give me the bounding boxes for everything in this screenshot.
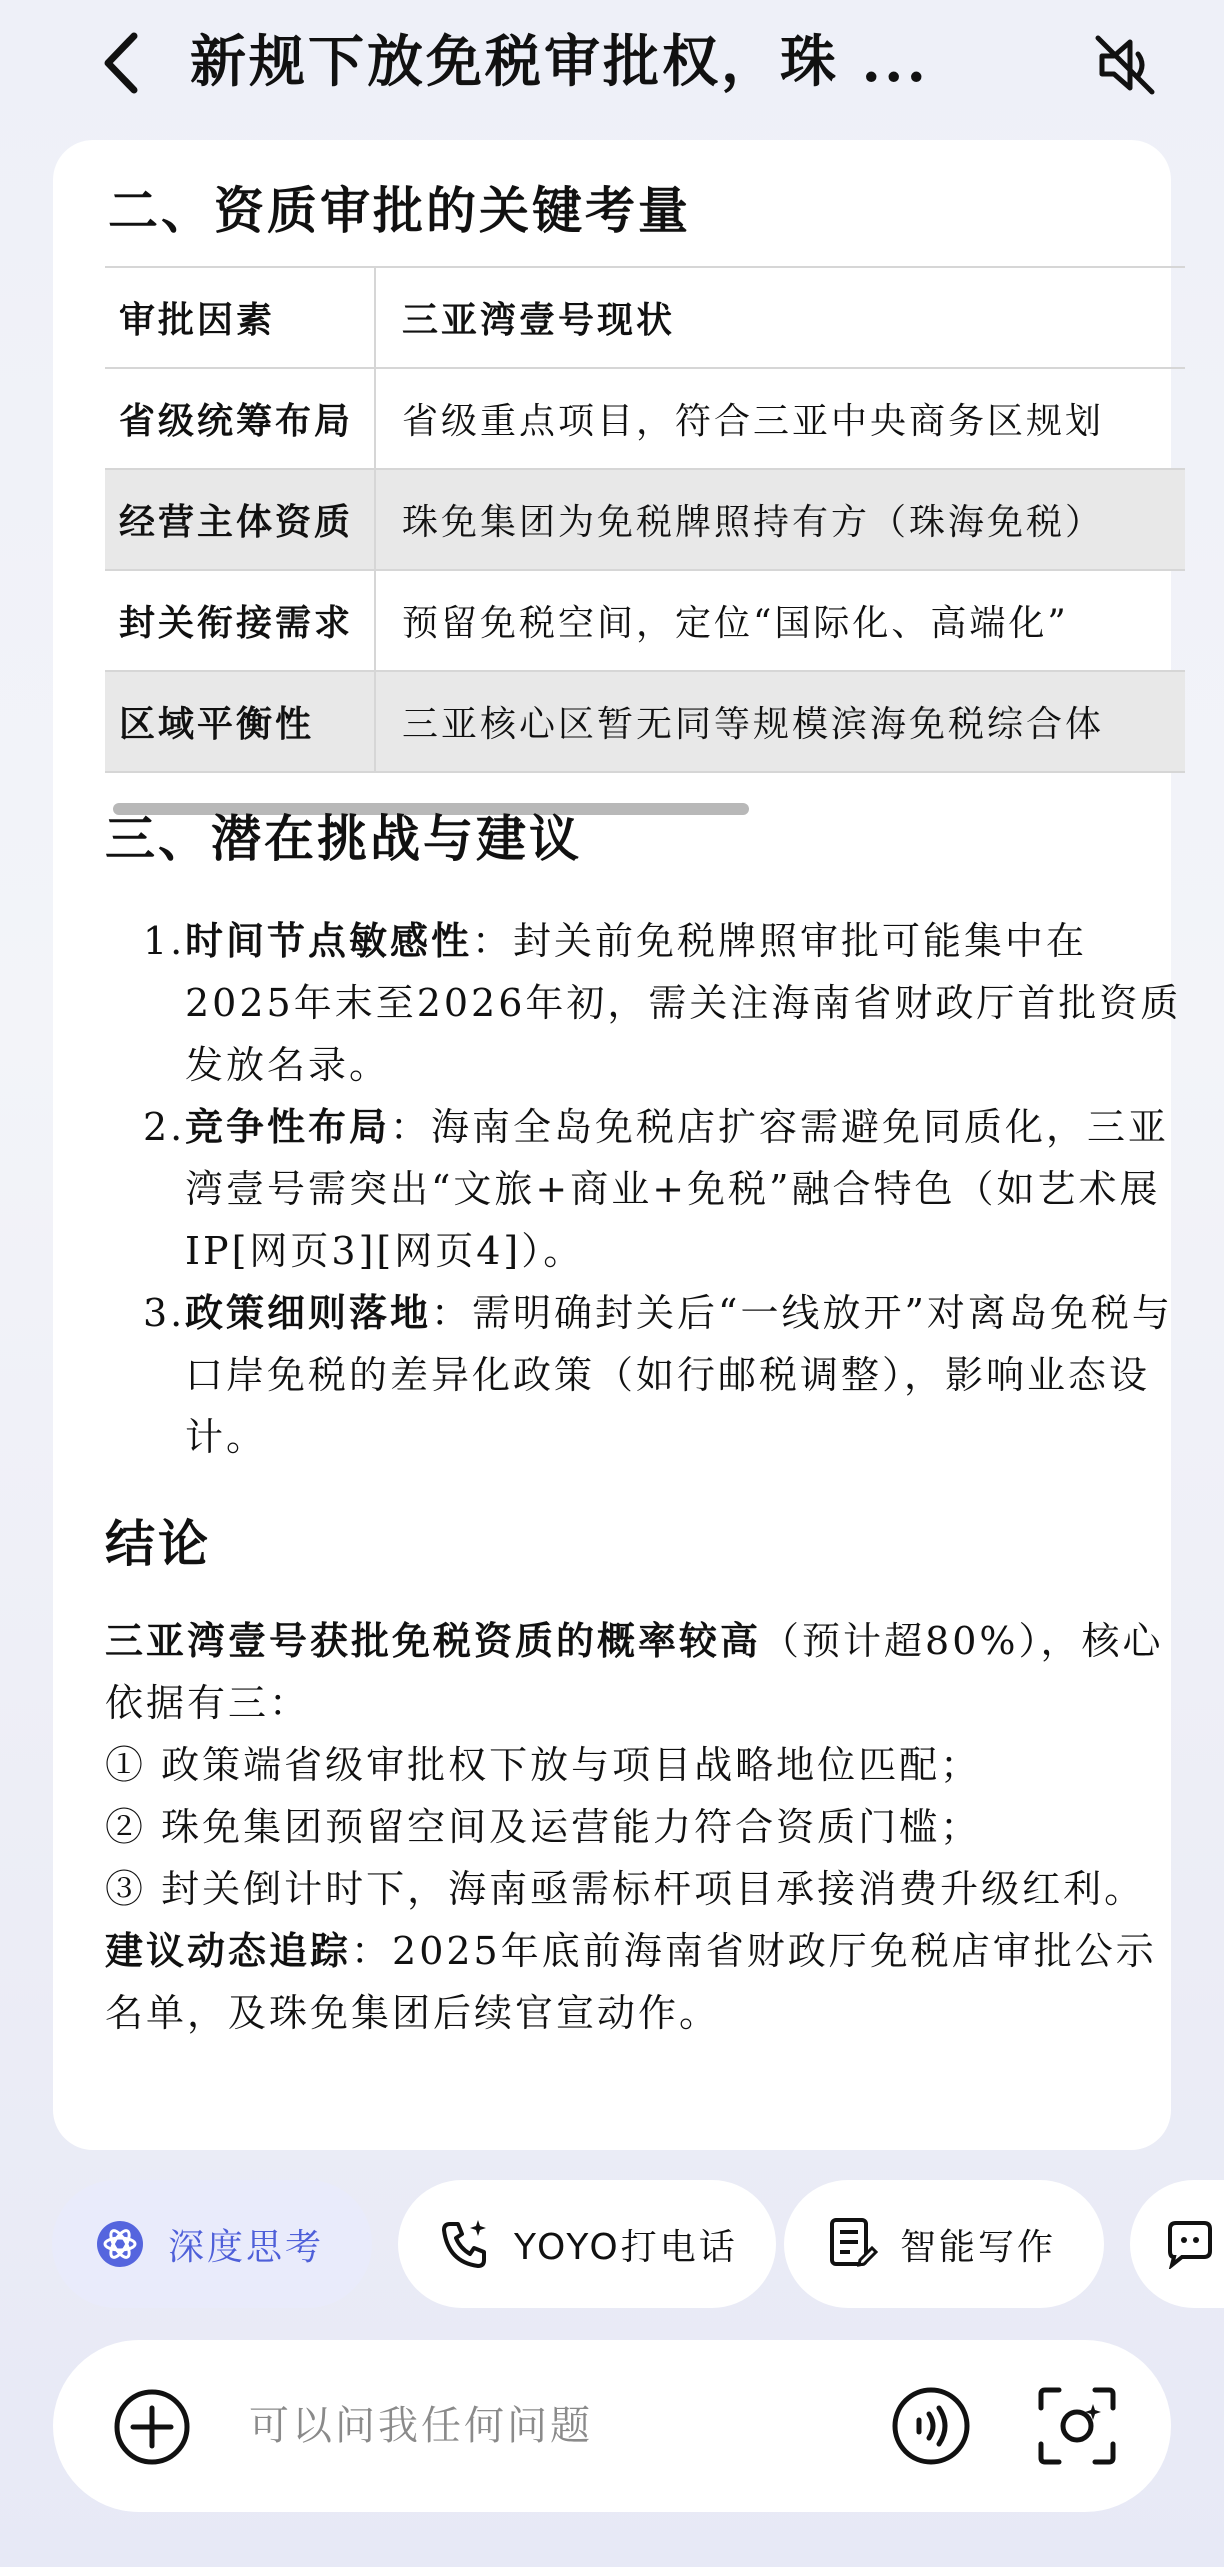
table-cell: 珠免集团为免税牌照持有方（珠海免税） bbox=[375, 469, 1185, 570]
table-header-cell: 审批因素 bbox=[105, 267, 375, 368]
advice-bold: 建议动态追踪 bbox=[105, 1928, 352, 1973]
chip-yoyo-call[interactable] bbox=[398, 2180, 776, 2308]
item-separator: ： bbox=[431, 1291, 473, 1335]
conclusion-lead-text: （预计超80%），核心依据有三： bbox=[105, 1619, 1164, 1725]
section2-heading: 二、资质审批的关键考量 bbox=[108, 181, 691, 240]
scan-button[interactable] bbox=[1035, 2384, 1119, 2468]
phone-sparkle-icon bbox=[436, 2214, 496, 2274]
conclusion-lead bbox=[105, 1610, 1185, 1734]
table-cell: 省级统筹布局 bbox=[105, 368, 375, 469]
item-separator: ： bbox=[472, 919, 514, 963]
answer-card bbox=[53, 140, 1182, 2150]
chip-label: 深度思考 bbox=[168, 2226, 325, 2268]
mute-button[interactable] bbox=[1085, 25, 1165, 105]
table-cell: 区域平衡性 bbox=[105, 671, 375, 772]
table-cell: 省级重点项目，符合三亚中央商务区规划 bbox=[375, 368, 1185, 469]
list-item bbox=[145, 1282, 1185, 1468]
add-attachment-button[interactable] bbox=[113, 2388, 191, 2466]
chat-bot-icon bbox=[1160, 2214, 1220, 2274]
table-cell: 经营主体资质 bbox=[105, 469, 375, 570]
table-header-cell: 三亚湾壹号现状 bbox=[375, 267, 1185, 368]
document-edit-icon bbox=[822, 2214, 882, 2274]
table-row bbox=[105, 570, 1185, 671]
approval-table[interactable] bbox=[105, 266, 1185, 781]
table-row bbox=[105, 469, 1185, 570]
conclusion-lead-bold: 三亚湾壹号获批免税资质的概率较高 bbox=[105, 1618, 762, 1663]
item-text: 封关前免税牌照审批可能集中在2025年末至2026年初，需关注海南省财政厅首批资质发放名录。 bbox=[185, 919, 1182, 1087]
chip-label: YOYO打电话 bbox=[514, 2226, 738, 2268]
table-cell: 预留免税空间，定位“国际化、高端化” bbox=[375, 570, 1185, 671]
deep-think-icon bbox=[90, 2214, 150, 2274]
list-item bbox=[145, 910, 1185, 1096]
item-separator: ： bbox=[390, 1105, 432, 1149]
chat-input-field[interactable]: 可以问我任何问题 bbox=[249, 2403, 593, 2449]
list-number: 2. bbox=[143, 1105, 186, 1149]
voice-input-button[interactable] bbox=[891, 2386, 971, 2466]
advice-text: ：2025年底前海南省财政厅免税店审批公示名单，及珠免集团后续官宣动作。 bbox=[105, 1929, 1157, 2035]
challenge-list bbox=[145, 910, 1185, 1468]
conclusion-body bbox=[105, 1610, 1185, 2044]
table-cell: 封关衔接需求 bbox=[105, 570, 375, 671]
table-row bbox=[105, 368, 1185, 469]
table-row bbox=[105, 671, 1185, 772]
item-title: 时间节点敏感性 bbox=[185, 918, 473, 963]
top-bar bbox=[0, 0, 1224, 130]
advice-line bbox=[105, 1920, 1185, 2044]
voice-wave-icon bbox=[891, 2386, 971, 2466]
conclusion-point: ① 政策端省级审批权下放与项目战略地位匹配； bbox=[105, 1743, 982, 1787]
plus-circle-icon bbox=[113, 2388, 191, 2466]
section3-heading: 三、潜在挑战与建议 bbox=[105, 809, 582, 868]
conclusion-point: ③ 封关倒计时下，海南亟需标杆项目承接消费升级红利。 bbox=[105, 1867, 1146, 1911]
chip-deep-think[interactable] bbox=[52, 2180, 372, 2308]
list-item bbox=[145, 1096, 1185, 1282]
list-number: 1. bbox=[143, 919, 186, 963]
chip-label: 智能写作 bbox=[900, 2226, 1057, 2268]
suggestion-chips bbox=[52, 2180, 1224, 2308]
item-text: 需明确封关后“一线放开”对离岛免税与口岸免税的差异化政策（如行邮税调整），影响业态设计。 bbox=[185, 1291, 1173, 1459]
conclusion-point: ② 珠免集团预留空间及运营能力符合资质门槛； bbox=[105, 1805, 982, 1849]
chat-input-bar bbox=[53, 2340, 1171, 2512]
item-title: 竞争性布局 bbox=[185, 1104, 391, 1149]
scan-camera-icon bbox=[1035, 2384, 1119, 2468]
list-number: 3. bbox=[143, 1291, 186, 1335]
table-header-row bbox=[105, 267, 1185, 368]
chevron-left-icon bbox=[100, 30, 140, 96]
table-cell: 三亚核心区暂无同等规模滨海免税综合体 bbox=[375, 671, 1185, 772]
chip-smart-writing[interactable] bbox=[784, 2180, 1104, 2308]
chip-more[interactable] bbox=[1130, 2180, 1224, 2308]
item-title: 政策细则落地 bbox=[185, 1290, 432, 1335]
page-title: 新规下放免税审批权，珠 ... bbox=[190, 29, 929, 95]
back-button[interactable] bbox=[90, 28, 150, 98]
speaker-muted-icon bbox=[1092, 32, 1158, 98]
item-text: 海南全岛免税店扩容需避免同质化，三亚湾壹号需突出“文旅+商业+免税”融合特色（如艺术展IP[网页3][网页4]）。 bbox=[185, 1105, 1170, 1273]
conclusion-heading: 结论 bbox=[105, 1514, 211, 1573]
